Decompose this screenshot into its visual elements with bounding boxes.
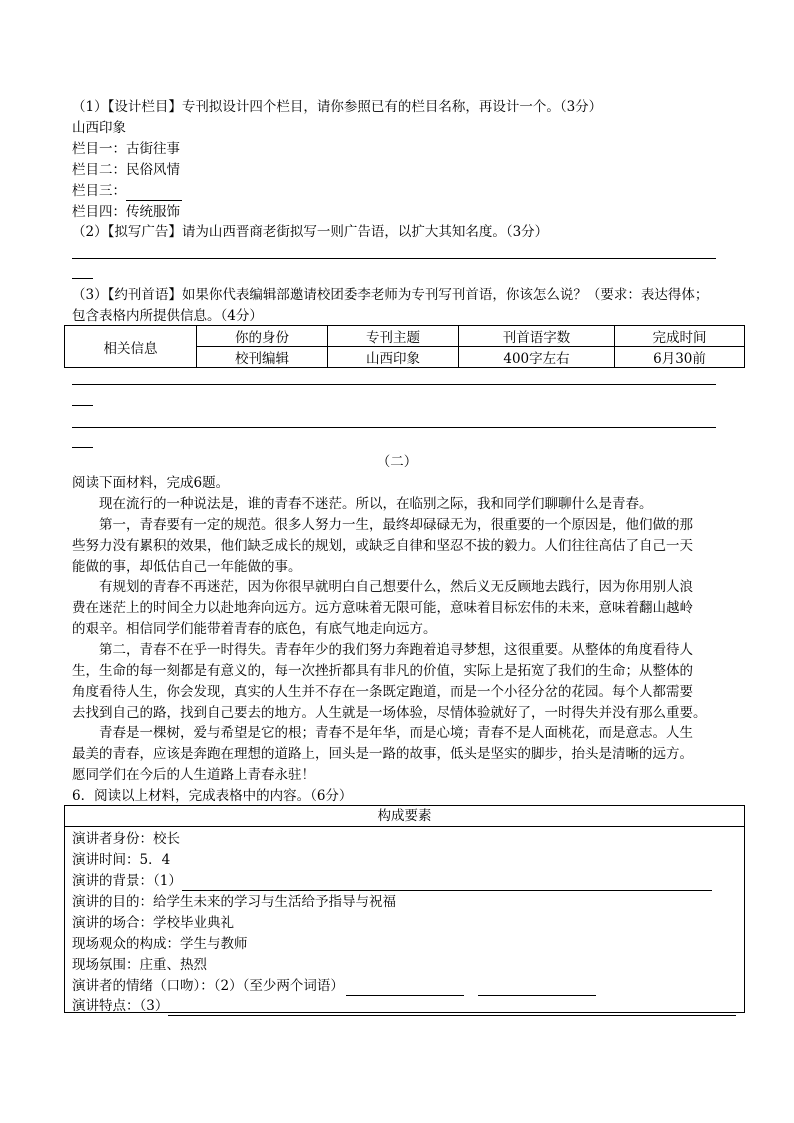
info-header-word-count: 刊首语字数 xyxy=(459,326,615,347)
q3-answer-line-1[interactable] xyxy=(72,384,716,385)
question-3-line-2: 包含表格内所提供信息。（4分） xyxy=(72,308,263,324)
paragraph-4-line-4: 去找到自己的路，找到自己要去的地方。人生就是一场体验，尽情体验就好了，一时得失并没有那么重要。 xyxy=(72,705,707,721)
question-3-line-1: （3）【约刊首语】如果你代表编辑部邀请校团委李老师为专刊写刊首语，你该怎么说？（要求：表达得体； xyxy=(72,287,709,303)
paragraph-4-line-2: 生，生命的每一刻都是有意义的，每一次挫折都具有非凡的价值，实际上是拓宽了我们的生命；从整体的 xyxy=(72,663,693,679)
paragraph-5-line-1: 青春是一棵树，爱与希望是它的根；青春不是年华，而是心境；青春不是人面桃花，而是意志。人生 xyxy=(99,725,693,741)
features-answer-blank[interactable] xyxy=(168,1000,736,1016)
q2-answer-line[interactable] xyxy=(72,258,716,259)
column-3-row xyxy=(72,181,182,201)
section-2-heading: （二） xyxy=(376,454,418,470)
paragraph-3-line-2: 费在迷茫上的时间全力以赴地奔向远方。远方意味着无限可能，意味着目标宏伟的未来，意味着翻山越岭 xyxy=(72,600,693,616)
paragraph-3-line-1: 有规划的青春不再迷茫，因为你很早就明白自己想要什么，然后义无反顾地去践行，因为你用别人浪 xyxy=(99,579,693,595)
column-4: 栏目四：传统服饰 xyxy=(72,204,180,220)
question-1: （1）【设计栏目】专刊拟设计四个栏目，请你参照已有的栏目名称，再设计一个。（3分） xyxy=(72,99,603,115)
info-table-row-label: 相关信息 xyxy=(65,326,197,368)
background-answer-blank[interactable] xyxy=(182,875,712,891)
column-3-answer-blank[interactable] xyxy=(126,185,182,201)
paragraph-4-line-3: 角度看待人生，你会发现，真实的人生并不存在一条既定跑道，而是一个小径分岔的花园。每个人都需要 xyxy=(72,684,693,700)
elements-table xyxy=(64,805,745,1013)
elements-title: 构成要素 xyxy=(65,806,744,827)
info-value-theme: 山西印象 xyxy=(328,347,459,368)
speech-occasion: 演讲的场合：学校毕业典礼 xyxy=(72,915,234,931)
column-2: 栏目二：民俗风情 xyxy=(72,162,180,178)
q3-answer-line-2-end xyxy=(72,447,93,448)
atmosphere: 现场氛围：庄重、热烈 xyxy=(72,957,207,973)
reading-intro: 阅读下面材料，完成6题。 xyxy=(72,475,230,491)
speech-purpose: 演讲的目的：给学生未来的学习与生活给予指导与祝福 xyxy=(72,894,396,910)
speech-background-row xyxy=(72,871,712,891)
audience-composition: 现场观众的构成：学生与教师 xyxy=(72,936,248,952)
paragraph-5-line-2: 最美的青春，应该是奔跑在理想的道路上，回头是一路的故事，低头是坚实的脚步，抬头是清晰的远方。 xyxy=(72,746,693,762)
speaker-emotion-row xyxy=(72,976,596,996)
q2-answer-line-end xyxy=(72,278,93,279)
speech-background-label: 演讲的背景：（1） xyxy=(72,873,182,889)
info-value-word-count: 400字左右 xyxy=(459,347,615,368)
speaker-emotion-label: 演讲者的情绪（口吻）：（2）（至少两个词语） xyxy=(72,978,344,994)
emotion-answer-blank-1[interactable] xyxy=(346,980,464,996)
paragraph-3-line-3: 的艰辛。相信同学们能带着青春的底色，有底气地走向远方。 xyxy=(72,621,437,637)
paragraph-2-line-1: 第一，青春要有一定的规范。很多人努力一生，最终却碌碌无为，很重要的一个原因是，他们做的那 xyxy=(99,517,693,533)
speech-features-label: 演讲特点：（3） xyxy=(72,998,169,1014)
speech-time: 演讲时间：5．4 xyxy=(72,852,171,868)
info-table xyxy=(64,325,745,368)
column-1: 栏目一：古街往事 xyxy=(72,141,180,157)
emotion-answer-blank-2[interactable] xyxy=(478,980,596,996)
speech-features-row xyxy=(72,996,736,1016)
q3-answer-line-2[interactable] xyxy=(72,427,716,428)
paragraph-1: 现在流行的一种说法是，谁的青春不迷茫。所以，在临别之际，我和同学们聊聊什么是青春。 xyxy=(99,496,653,512)
paragraph-4-line-1: 第二，青春不在乎一时得失。青春年少的我们努力奔跑着追寻梦想，这很重要。从整体的角度看待人 xyxy=(99,642,693,658)
question-2: （2）【拟写广告】请为山西晋商老街拟写一则广告语，以扩大其知名度。（3分） xyxy=(72,224,549,240)
column-3-label: 栏目三： xyxy=(72,183,126,199)
magazine-name: 山西印象 xyxy=(72,120,126,136)
paragraph-5-line-3: 愿同学们在今后的人生道路上青春永驻！ xyxy=(72,767,315,783)
paragraph-2-line-2: 些努力没有累积的效果，他们缺乏成长的规划，或缺乏自律和坚忍不拔的毅力。人们往往高估了自己一天 xyxy=(72,538,693,554)
q3-answer-line-1-end xyxy=(72,405,93,406)
info-header-identity: 你的身份 xyxy=(197,326,328,347)
speaker-identity: 演讲者身份：校长 xyxy=(72,831,180,847)
paragraph-2-line-3: 能做的事，却低估自己一年能做的事。 xyxy=(72,559,302,575)
question-6: 6．阅读以上材料，完成表格中的内容。（6分） xyxy=(72,788,353,804)
info-header-theme: 专刊主题 xyxy=(328,326,459,347)
info-header-deadline: 完成时间 xyxy=(615,326,745,347)
info-value-identity: 校刊编辑 xyxy=(197,347,328,368)
info-value-deadline: 6月30前 xyxy=(615,347,745,368)
